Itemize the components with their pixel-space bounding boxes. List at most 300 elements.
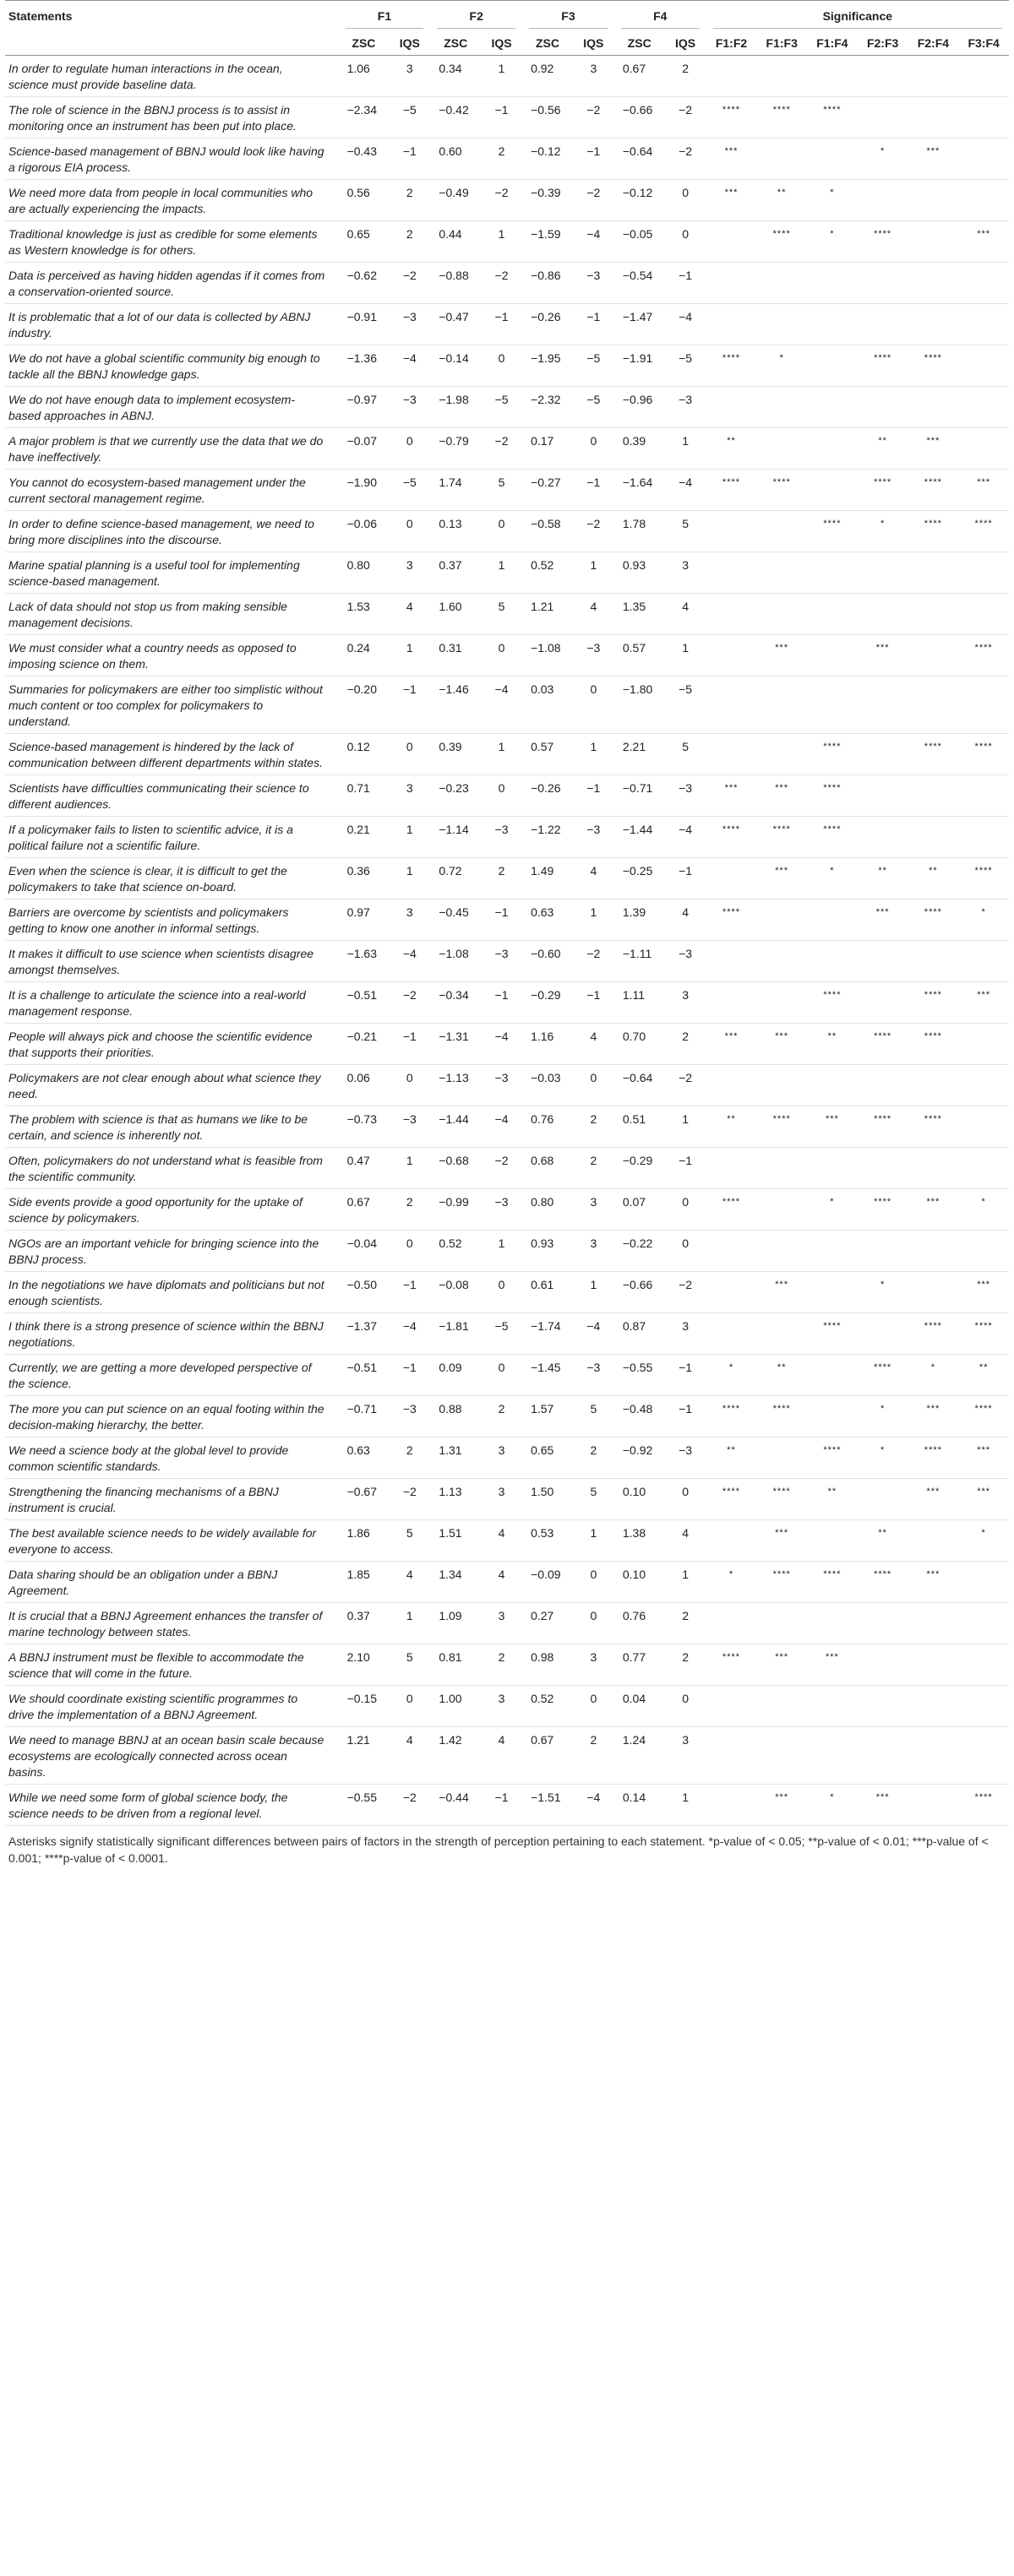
significance-cell: **** <box>706 97 757 139</box>
significance-cell: *** <box>908 139 959 180</box>
iqs-cell: −4 <box>481 1106 522 1148</box>
significance-cell <box>706 1686 757 1727</box>
iqs-cell: −4 <box>573 1313 614 1355</box>
iqs-cell: −1 <box>665 858 706 899</box>
iqs-cell: 0 <box>389 1065 430 1106</box>
iqs-cell: 0 <box>389 1686 430 1727</box>
iqs-cell: 1 <box>481 221 522 263</box>
significance-cell <box>756 1065 807 1106</box>
significance-cell: * <box>807 858 858 899</box>
zsc-cell: 0.57 <box>522 734 573 775</box>
zsc-cell: −0.71 <box>614 775 665 817</box>
significance-cell <box>958 387 1009 428</box>
significance-cell: *** <box>756 1644 807 1686</box>
significance-cell <box>756 552 807 594</box>
significance-cell: **** <box>858 345 908 387</box>
table-row <box>5 97 1009 139</box>
significance-cell <box>908 1065 959 1106</box>
significance-cell: *** <box>958 221 1009 263</box>
iqs-cell: −5 <box>481 387 522 428</box>
iqs-cell: −5 <box>389 97 430 139</box>
zsc-cell: 0.39 <box>430 734 481 775</box>
significance-cell <box>807 304 858 345</box>
significance-cell <box>958 1562 1009 1603</box>
statement-cell: In order to regulate human interactions in the ocean, science must provide baseline data. <box>5 56 339 97</box>
significance-cell <box>807 263 858 304</box>
iqs-cell: 3 <box>481 1479 522 1520</box>
zsc-cell: −0.56 <box>522 97 573 139</box>
statement-cell: Side events provide a good opportunity for the uptake of science by policymakers. <box>5 1189 339 1231</box>
significance-cell: **** <box>908 470 959 511</box>
iqs-cell: 4 <box>665 594 706 635</box>
statement-cell: Data is perceived as having hidden agendas if it comes from a conservation-oriented source. <box>5 263 339 304</box>
zsc-cell: 1.06 <box>339 56 390 97</box>
significance-cell: *** <box>807 1106 858 1148</box>
zsc-cell: −0.68 <box>430 1148 481 1189</box>
statement-cell: Data sharing should be an obligation under a BBNJ Agreement. <box>5 1562 339 1603</box>
significance-cell: **** <box>908 1313 959 1355</box>
iqs-cell: 1 <box>389 1603 430 1644</box>
zsc-cell: 0.63 <box>339 1437 390 1479</box>
iqs-cell: 3 <box>573 56 614 97</box>
iqs-cell: −1 <box>573 470 614 511</box>
significance-cell <box>706 1785 757 1826</box>
iqs-cell: −5 <box>665 677 706 734</box>
significance-cell <box>958 345 1009 387</box>
iqs-cell: −1 <box>389 677 430 734</box>
significance-cell <box>807 552 858 594</box>
zsc-cell: 0.03 <box>522 677 573 734</box>
significance-cell: **** <box>958 635 1009 677</box>
iqs-cell: 3 <box>481 1437 522 1479</box>
statement-cell: The more you can put science on an equal footing within the decision-making hierarchy, the better. <box>5 1396 339 1437</box>
iqs-cell: 4 <box>481 1562 522 1603</box>
zsc-cell: 1.53 <box>339 594 390 635</box>
zsc-cell: −1.14 <box>430 817 481 858</box>
pair-subheader: F1:F2 <box>706 31 757 56</box>
iqs-cell: 2 <box>389 1189 430 1231</box>
statement-cell: Barriers are overcome by scientists and policymakers getting to know one another in informal settings. <box>5 899 339 941</box>
pair-subheader: F1:F3 <box>756 31 807 56</box>
table-row <box>5 345 1009 387</box>
zsc-cell: −0.71 <box>339 1396 390 1437</box>
zsc-cell: −1.08 <box>522 635 573 677</box>
table-row <box>5 470 1009 511</box>
zsc-cell: 2.10 <box>339 1644 390 1686</box>
blank-subheader <box>5 31 339 56</box>
significance-cell: *** <box>858 899 908 941</box>
zsc-cell: 0.77 <box>614 1644 665 1686</box>
iqs-cell: 4 <box>573 1024 614 1065</box>
significance-cell <box>706 1272 757 1313</box>
statements-table <box>5 0 1009 1867</box>
significance-cell <box>908 1727 959 1785</box>
significance-cell <box>706 858 757 899</box>
significance-cell <box>756 1603 807 1644</box>
significance-cell <box>807 899 858 941</box>
iqs-cell: 0 <box>665 1231 706 1272</box>
iqs-cell: 0 <box>573 1603 614 1644</box>
significance-cell <box>958 1727 1009 1785</box>
zsc-cell: 0.06 <box>339 1065 390 1106</box>
iqs-cell: −4 <box>573 1785 614 1826</box>
significance-cell <box>908 677 959 734</box>
significance-cell <box>756 511 807 552</box>
iqs-cell: −1 <box>389 1272 430 1313</box>
zsc-cell: −0.07 <box>339 428 390 470</box>
significance-cell <box>756 941 807 982</box>
iqs-cell: −2 <box>573 941 614 982</box>
iqs-cell: −2 <box>573 180 614 221</box>
significance-cell <box>858 982 908 1024</box>
statement-cell: Scientists have difficulties communicating their science to different audiences. <box>5 775 339 817</box>
iqs-cell: 0 <box>481 1272 522 1313</box>
iqs-cell: 2 <box>573 1437 614 1479</box>
zsc-cell: −1.31 <box>430 1024 481 1065</box>
zsc-cell: 0.04 <box>614 1686 665 1727</box>
iqs-cell: −2 <box>665 97 706 139</box>
significance-cell: *** <box>756 1520 807 1562</box>
zsc-cell: 1.35 <box>614 594 665 635</box>
iqs-cell: −3 <box>481 817 522 858</box>
zsc-cell: −0.39 <box>522 180 573 221</box>
significance-cell <box>908 552 959 594</box>
zsc-cell: −1.98 <box>430 387 481 428</box>
significance-cell: ** <box>807 1024 858 1065</box>
significance-cell <box>958 775 1009 817</box>
zsc-cell: 0.68 <box>522 1148 573 1189</box>
significance-cell <box>706 1313 757 1355</box>
significance-cell <box>858 180 908 221</box>
iqs-cell: −2 <box>389 982 430 1024</box>
zsc-cell: 0.56 <box>339 180 390 221</box>
zsc-cell: 0.93 <box>522 1231 573 1272</box>
significance-cell <box>958 97 1009 139</box>
table-row <box>5 221 1009 263</box>
table-row <box>5 1355 1009 1396</box>
significance-cell <box>958 1065 1009 1106</box>
iqs-cell: 5 <box>573 1396 614 1437</box>
significance-cell <box>807 470 858 511</box>
iqs-cell: −4 <box>389 1313 430 1355</box>
statement-cell: Strengthening the financing mechanisms of a BBNJ instrument is crucial. <box>5 1479 339 1520</box>
significance-cell <box>756 677 807 734</box>
significance-cell <box>706 387 757 428</box>
significance-cell: ** <box>908 858 959 899</box>
table-row <box>5 263 1009 304</box>
significance-cell <box>807 1065 858 1106</box>
significance-cell: * <box>908 1355 959 1396</box>
significance-cell <box>706 1065 757 1106</box>
zsc-cell: 0.53 <box>522 1520 573 1562</box>
zsc-cell: −0.09 <box>522 1562 573 1603</box>
iqs-cell: 1 <box>481 56 522 97</box>
zsc-cell: −1.59 <box>522 221 573 263</box>
iqs-cell: 0 <box>665 221 706 263</box>
zsc-cell: 0.37 <box>339 1603 390 1644</box>
significance-cell <box>706 982 757 1024</box>
significance-cell <box>706 1231 757 1272</box>
significance-cell <box>908 1272 959 1313</box>
iqs-cell: 4 <box>481 1520 522 1562</box>
significance-cell <box>908 1520 959 1562</box>
zsc-cell: 0.52 <box>522 552 573 594</box>
significance-cell <box>958 1106 1009 1148</box>
zsc-cell: 1.21 <box>522 594 573 635</box>
significance-cell <box>958 263 1009 304</box>
zsc-cell: −0.44 <box>430 1785 481 1826</box>
iqs-cell: −5 <box>573 345 614 387</box>
zsc-cell: 0.27 <box>522 1603 573 1644</box>
iqs-cell: 2 <box>573 1727 614 1785</box>
statement-cell: It is problematic that a lot of our data is collected by ABNJ industry. <box>5 304 339 345</box>
significance-cell <box>858 387 908 428</box>
statements-header: Statements <box>5 1 339 32</box>
zsc-cell: −0.47 <box>430 304 481 345</box>
significance-cell: *** <box>958 1272 1009 1313</box>
zsc-cell: 0.07 <box>614 1189 665 1231</box>
iqs-cell: −3 <box>573 635 614 677</box>
significance-cell <box>858 1148 908 1189</box>
zsc-cell: 0.80 <box>522 1189 573 1231</box>
iqs-cell: 3 <box>481 1603 522 1644</box>
table-row <box>5 982 1009 1024</box>
iqs-cell: −2 <box>665 1065 706 1106</box>
iqs-cell: −4 <box>481 1024 522 1065</box>
zsc-cell: 1.50 <box>522 1479 573 1520</box>
significance-cell: **** <box>756 817 807 858</box>
statement-cell: Policymakers are not clear enough about what science they need. <box>5 1065 339 1106</box>
significance-cell: * <box>706 1562 757 1603</box>
iqs-cell: −3 <box>573 1355 614 1396</box>
iqs-cell: 2 <box>573 1106 614 1148</box>
iqs-cell: 1 <box>389 817 430 858</box>
significance-cell <box>706 304 757 345</box>
iqs-cell: −2 <box>665 1272 706 1313</box>
table-row <box>5 511 1009 552</box>
table-row <box>5 734 1009 775</box>
iqs-subheader: IQS <box>389 31 430 56</box>
significance-cell: **** <box>706 470 757 511</box>
significance-cell <box>706 941 757 982</box>
significance-cell: **** <box>858 221 908 263</box>
iqs-cell: −2 <box>389 263 430 304</box>
significance-cell <box>807 345 858 387</box>
significance-cell <box>807 594 858 635</box>
zsc-cell: −1.44 <box>430 1106 481 1148</box>
iqs-cell: −3 <box>481 1189 522 1231</box>
zsc-cell: 0.24 <box>339 635 390 677</box>
iqs-cell: 3 <box>389 56 430 97</box>
iqs-cell: 1 <box>665 1785 706 1826</box>
table-row <box>5 1437 1009 1479</box>
significance-cell: **** <box>858 1355 908 1396</box>
zsc-cell: 1.09 <box>430 1603 481 1644</box>
significance-cell: *** <box>756 858 807 899</box>
iqs-cell: −1 <box>665 1396 706 1437</box>
significance-cell <box>958 1024 1009 1065</box>
zsc-cell: −1.45 <box>522 1355 573 1396</box>
iqs-subheader: IQS <box>665 31 706 56</box>
iqs-cell: 4 <box>389 1562 430 1603</box>
pair-subheader: F2:F3 <box>858 31 908 56</box>
iqs-cell: 0 <box>573 677 614 734</box>
iqs-cell: −2 <box>389 1785 430 1826</box>
significance-cell: *** <box>756 635 807 677</box>
significance-cell <box>807 635 858 677</box>
significance-cell: **** <box>958 858 1009 899</box>
table-row <box>5 428 1009 470</box>
zsc-cell: −0.64 <box>614 139 665 180</box>
significance-cell: **** <box>756 221 807 263</box>
iqs-cell: 1 <box>481 1231 522 1272</box>
significance-cell: *** <box>706 775 757 817</box>
iqs-cell: −3 <box>481 941 522 982</box>
table-row <box>5 941 1009 982</box>
significance-cell <box>858 594 908 635</box>
zsc-cell: −0.06 <box>339 511 390 552</box>
iqs-subheader: IQS <box>481 31 522 56</box>
significance-cell <box>858 817 908 858</box>
iqs-cell: 3 <box>665 1313 706 1355</box>
iqs-cell: 0 <box>389 428 430 470</box>
factor-header-f1: F1 <box>339 1 431 32</box>
iqs-cell: 0 <box>481 511 522 552</box>
significance-cell: *** <box>756 775 807 817</box>
significance-cell: **** <box>706 899 757 941</box>
iqs-cell: 4 <box>389 1727 430 1785</box>
significance-cell: * <box>958 1520 1009 1562</box>
zsc-cell: 1.38 <box>614 1520 665 1562</box>
statement-cell: Summaries for policymakers are either too simplistic without much content or too complex for policymakers to understand. <box>5 677 339 734</box>
table-row <box>5 1148 1009 1189</box>
iqs-cell: −2 <box>573 97 614 139</box>
iqs-cell: 1 <box>573 1272 614 1313</box>
zsc-cell: 1.21 <box>339 1727 390 1785</box>
significance-cell <box>908 180 959 221</box>
iqs-cell: 4 <box>573 594 614 635</box>
table-row <box>5 139 1009 180</box>
significance-cell: ** <box>706 428 757 470</box>
significance-cell <box>756 139 807 180</box>
zsc-cell: −0.88 <box>430 263 481 304</box>
zsc-cell: 0.92 <box>522 56 573 97</box>
significance-cell <box>958 1644 1009 1686</box>
iqs-cell: −4 <box>665 470 706 511</box>
zsc-cell: −0.26 <box>522 775 573 817</box>
pair-subheader: F2:F4 <box>908 31 959 56</box>
zsc-cell: −0.15 <box>339 1686 390 1727</box>
statement-cell: A BBNJ instrument must be flexible to accommodate the science that will come in the future. <box>5 1644 339 1686</box>
zsc-cell: −0.64 <box>614 1065 665 1106</box>
iqs-cell: 2 <box>481 1644 522 1686</box>
zsc-cell: 0.88 <box>430 1396 481 1437</box>
significance-cell: * <box>807 1785 858 1826</box>
zsc-cell: −1.91 <box>614 345 665 387</box>
significance-cell <box>908 387 959 428</box>
statement-cell: We need a science body at the global level to provide common scientific standards. <box>5 1437 339 1479</box>
zsc-cell: −1.90 <box>339 470 390 511</box>
table-row <box>5 899 1009 941</box>
iqs-cell: −5 <box>573 387 614 428</box>
iqs-cell: 4 <box>389 594 430 635</box>
statement-cell: We need more data from people in local communities who are actually experiencing the impacts. <box>5 180 339 221</box>
zsc-cell: 0.67 <box>339 1189 390 1231</box>
significance-cell <box>908 56 959 97</box>
significance-cell: * <box>858 1396 908 1437</box>
significance-cell <box>807 1727 858 1785</box>
significance-cell <box>958 1148 1009 1189</box>
zsc-cell: 0.61 <box>522 1272 573 1313</box>
significance-cell <box>858 677 908 734</box>
iqs-cell: 0 <box>389 734 430 775</box>
iqs-cell: 2 <box>665 56 706 97</box>
zsc-cell: −1.13 <box>430 1065 481 1106</box>
statement-cell: NGOs are an important vehicle for bringing science into the BBNJ process. <box>5 1231 339 1272</box>
zsc-cell: 1.86 <box>339 1520 390 1562</box>
significance-cell <box>756 899 807 941</box>
zsc-subheader: ZSC <box>614 31 665 56</box>
iqs-cell: −4 <box>665 817 706 858</box>
significance-cell <box>908 1231 959 1272</box>
significance-cell <box>756 594 807 635</box>
significance-cell: **** <box>756 1396 807 1437</box>
significance-cell: *** <box>958 470 1009 511</box>
significance-cell <box>756 982 807 1024</box>
zsc-cell: −0.51 <box>339 982 390 1024</box>
zsc-cell: 0.87 <box>614 1313 665 1355</box>
statement-cell: Often, policymakers do not understand what is feasible from the scientific community. <box>5 1148 339 1189</box>
iqs-cell: −5 <box>389 470 430 511</box>
significance-cell <box>908 1603 959 1644</box>
table-row <box>5 1313 1009 1355</box>
table-row <box>5 56 1009 97</box>
statement-cell: It makes it difficult to use science when scientists disagree amongst themselves. <box>5 941 339 982</box>
zsc-cell: −0.34 <box>430 982 481 1024</box>
iqs-cell: −1 <box>389 139 430 180</box>
significance-cell <box>908 635 959 677</box>
significance-cell <box>958 56 1009 97</box>
table-row <box>5 775 1009 817</box>
significance-cell <box>858 1313 908 1355</box>
statement-cell: Even when the science is clear, it is difficult to get the policymakers to take that science on-board. <box>5 858 339 899</box>
significance-cell <box>908 1148 959 1189</box>
zsc-cell: 1.13 <box>430 1479 481 1520</box>
zsc-cell: −1.95 <box>522 345 573 387</box>
significance-cell <box>858 1727 908 1785</box>
iqs-cell: −1 <box>481 899 522 941</box>
table-row <box>5 817 1009 858</box>
significance-cell: **** <box>706 1479 757 1520</box>
significance-cell <box>858 1686 908 1727</box>
significance-cell: ** <box>706 1437 757 1479</box>
significance-cell: **** <box>706 1396 757 1437</box>
zsc-cell: −1.46 <box>430 677 481 734</box>
iqs-cell: 3 <box>481 1686 522 1727</box>
iqs-cell: −3 <box>481 1065 522 1106</box>
zsc-cell: −0.42 <box>430 97 481 139</box>
significance-cell: **** <box>958 1313 1009 1355</box>
iqs-cell: 3 <box>389 552 430 594</box>
zsc-cell: −0.67 <box>339 1479 390 1520</box>
significance-cell <box>858 304 908 345</box>
significance-cell: **** <box>807 97 858 139</box>
zsc-cell: 0.12 <box>339 734 390 775</box>
statement-cell: People will always pick and choose the scientific evidence that supports their priorities. <box>5 1024 339 1065</box>
significance-cell: **** <box>756 1106 807 1148</box>
significance-cell: **** <box>958 1785 1009 1826</box>
statement-cell: Science-based management is hindered by the lack of communication between different departments within states. <box>5 734 339 775</box>
